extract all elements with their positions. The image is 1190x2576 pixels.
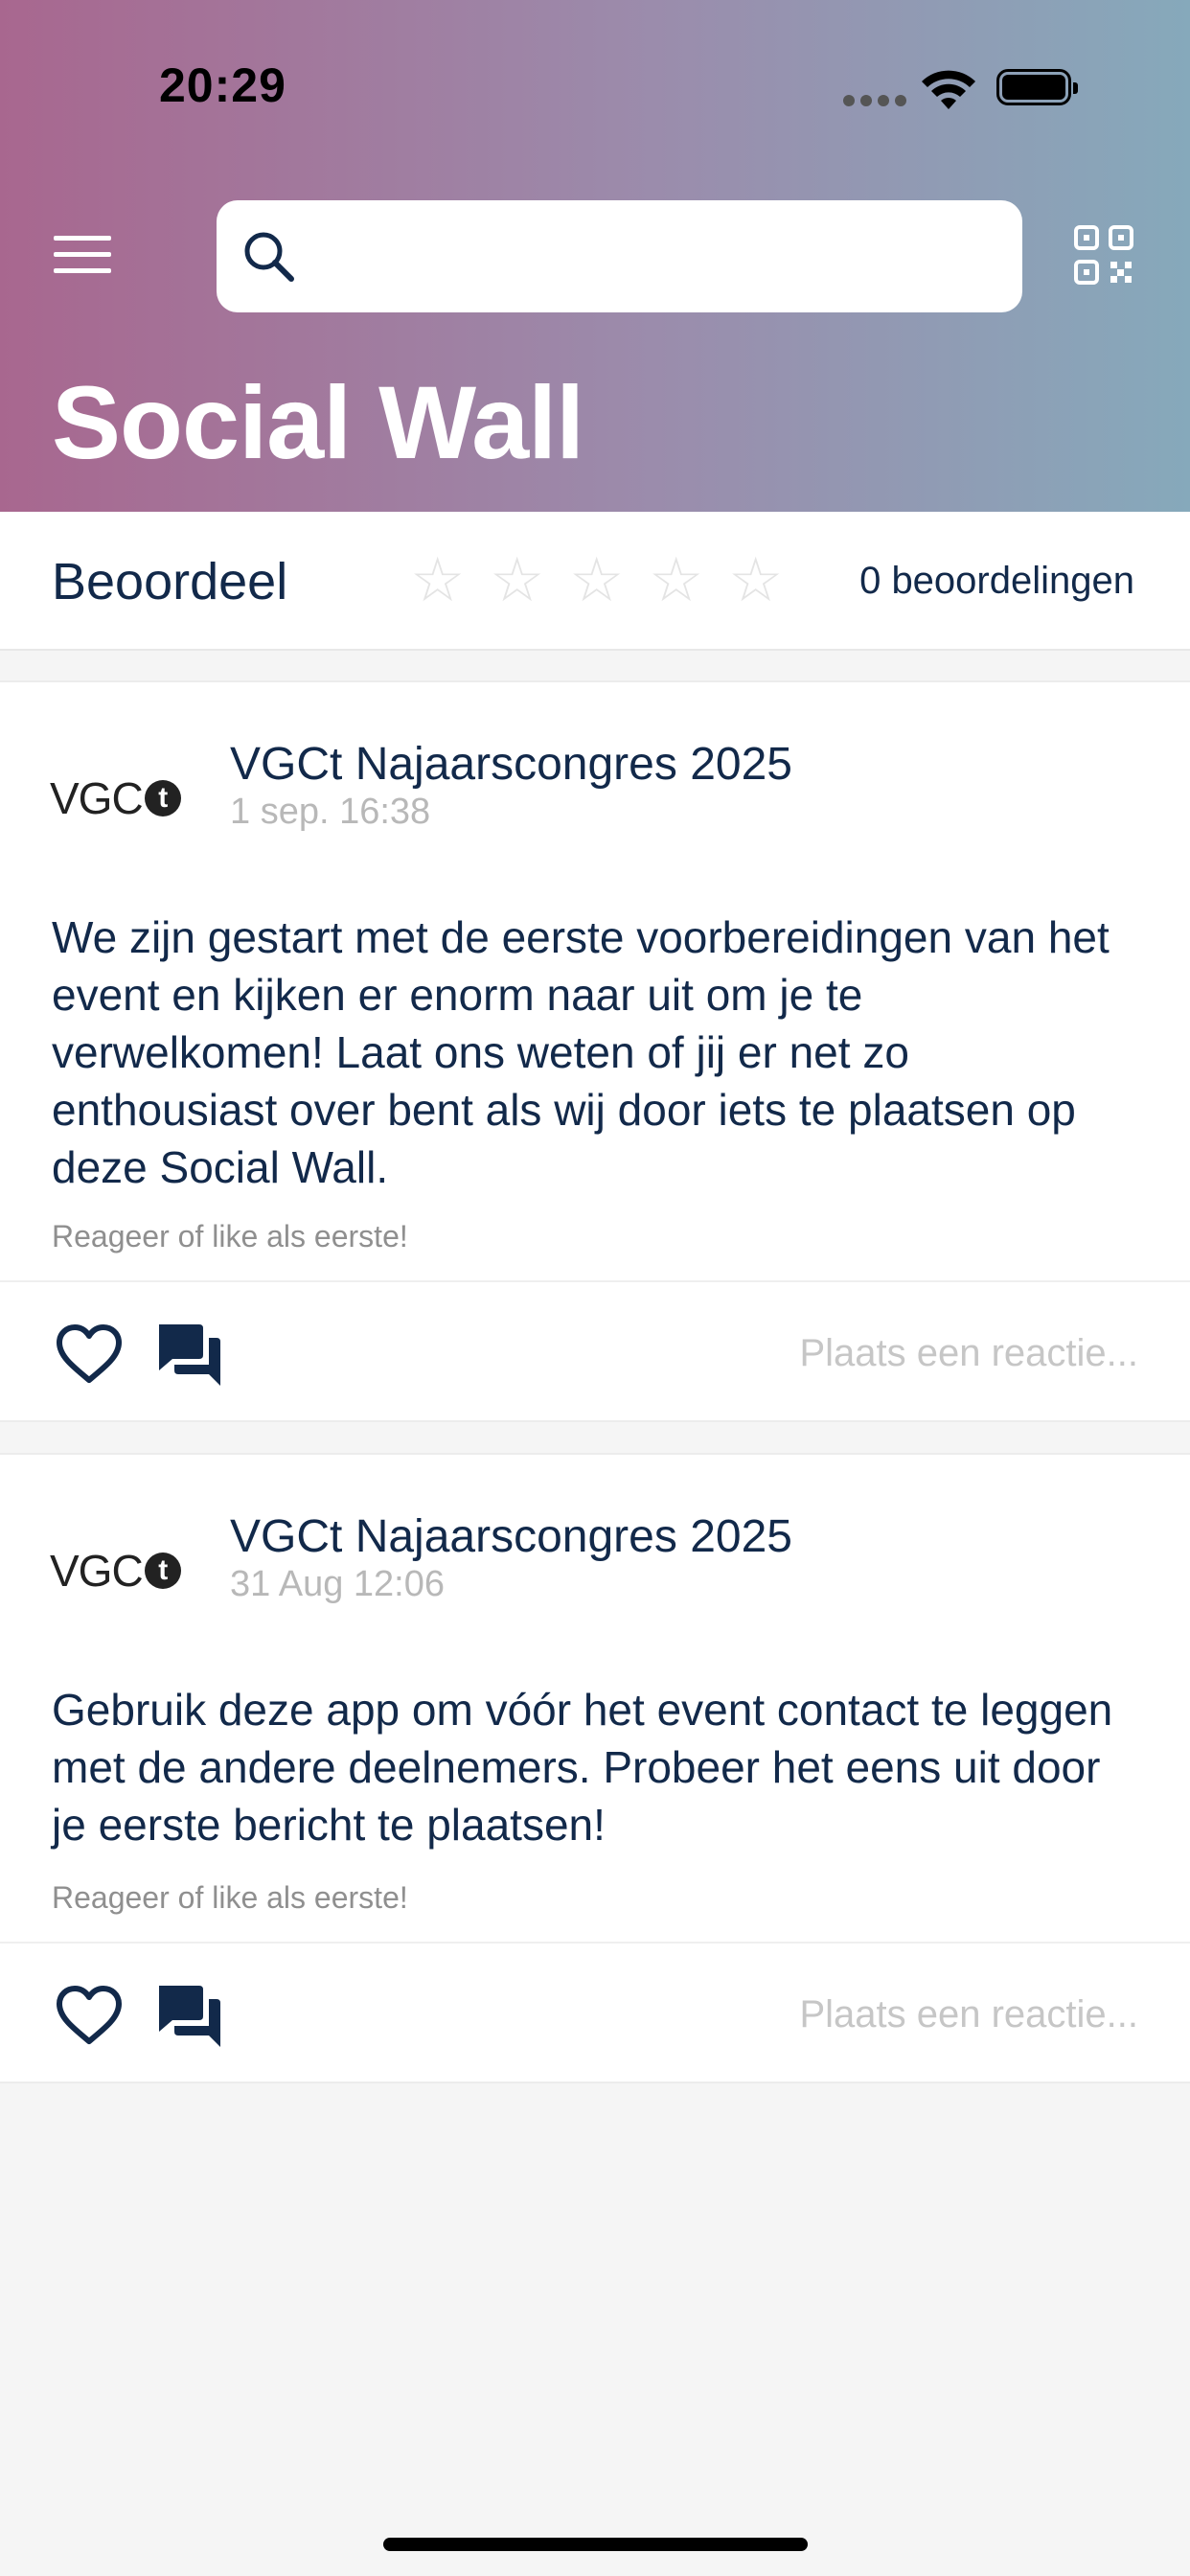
logo-text: VGC xyxy=(50,773,143,823)
rating-bar xyxy=(0,512,1190,651)
star-icon[interactable]: ☆ xyxy=(728,545,784,614)
post-author: VGCt Najaarscongres 2025 xyxy=(230,739,792,790)
wifi-icon xyxy=(918,67,979,111)
comment-icon[interactable] xyxy=(155,1980,224,2049)
page-title: Social Wall xyxy=(52,364,584,480)
post-text: Gebruik deze app om vóór het event contact te leggen met de andere deelnemers. Probeer het eens uit door je eerste bericht te plaatsen! xyxy=(52,1685,1113,1850)
post-time: 1 sep. 16:38 xyxy=(230,792,431,832)
logo-badge: t xyxy=(145,1552,181,1589)
header xyxy=(0,0,1190,512)
organizer-logo xyxy=(50,774,184,822)
rating-label: Beoordeel xyxy=(52,553,288,610)
qr-code-icon[interactable] xyxy=(1073,224,1134,286)
comment-input[interactable]: Plaats een reactie... xyxy=(799,1993,1138,2036)
search-icon xyxy=(240,227,299,287)
cellular-signal-icon xyxy=(843,94,912,111)
organizer-logo xyxy=(50,1547,184,1595)
heart-icon[interactable] xyxy=(54,1322,125,1386)
post-text: We zijn gestart met de eerste voorbereidingen van het event en kijken er enorm naar uit om je te verwelkomen! Laat ons weten of jij er net zo enthousiast over bent als wij door iets te plaatsen op deze Social Wall. xyxy=(52,912,1110,1192)
star-icon[interactable]: ☆ xyxy=(490,545,545,614)
status-time: 20:29 xyxy=(159,58,286,112)
post-actions xyxy=(0,1280,1190,1421)
comment-input[interactable]: Plaats een reactie... xyxy=(799,1332,1138,1374)
star-icon[interactable]: ☆ xyxy=(410,545,466,614)
post-card xyxy=(0,1453,1190,2083)
hamburger-menu-icon[interactable] xyxy=(54,236,111,278)
rating-stars[interactable] xyxy=(410,546,808,613)
search-bar[interactable] xyxy=(217,200,1022,312)
rating-count: 0 beoordelingen xyxy=(859,560,1134,602)
star-icon[interactable]: ☆ xyxy=(649,545,704,614)
home-indicator[interactable] xyxy=(383,2538,808,2551)
post-actions xyxy=(0,1942,1190,2082)
battery-icon xyxy=(996,69,1071,105)
post-hint: Reageer of like als eerste! xyxy=(52,1219,408,1254)
logo-badge: t xyxy=(145,780,181,816)
search-input[interactable] xyxy=(312,219,1006,295)
post-card xyxy=(0,680,1190,1422)
logo-text: VGC xyxy=(50,1546,143,1596)
comment-icon[interactable] xyxy=(155,1319,224,1388)
heart-icon[interactable] xyxy=(54,1984,125,2047)
post-time: 31 Aug 12:06 xyxy=(230,1564,445,1604)
post-author: VGCt Najaarscongres 2025 xyxy=(230,1511,792,1562)
star-icon[interactable]: ☆ xyxy=(569,545,625,614)
post-hint: Reageer of like als eerste! xyxy=(52,1880,408,1915)
